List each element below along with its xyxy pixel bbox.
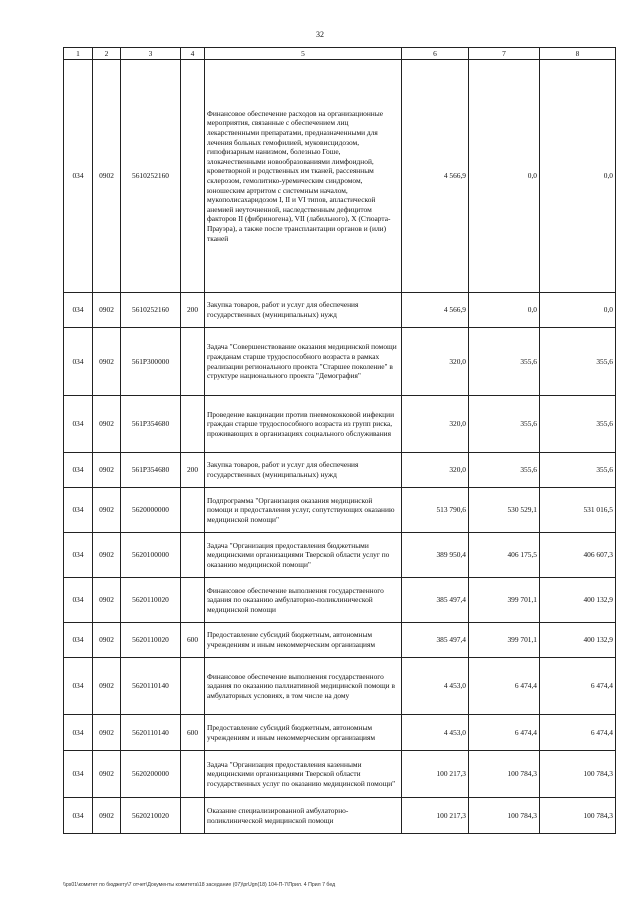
row-description: Оказание специализированной амбулаторно-поликлинической медицинской помощи xyxy=(205,798,402,834)
amount-col-8: 406 607,3 xyxy=(540,533,616,578)
column-header: 6 xyxy=(402,48,469,60)
row-description: Задача "Организация предоставления казенными медицинскими организациями Тверской области государственных услуг по оказанию медицинской помощи" xyxy=(205,751,402,798)
amount-col-7: 355,6 xyxy=(469,328,540,396)
column-header: 3 xyxy=(121,48,181,60)
section-code: 0902 xyxy=(93,578,121,623)
section-code: 0902 xyxy=(93,488,121,533)
expense-type-code xyxy=(181,578,205,623)
amount-col-8: 400 132,9 xyxy=(540,578,616,623)
amount-col-8: 6 474,4 xyxy=(540,715,616,751)
amount-col-6: 320,0 xyxy=(402,396,469,453)
table-row xyxy=(64,623,616,658)
table-row xyxy=(64,533,616,578)
amount-col-7: 399 701,1 xyxy=(469,578,540,623)
amount-col-6: 513 790,6 xyxy=(402,488,469,533)
admin-code: 034 xyxy=(64,715,93,751)
target-article-code: 5620210020 xyxy=(121,798,181,834)
target-article-code: 561P354680 xyxy=(121,396,181,453)
row-description: Финансовое обеспечение расходов на организационные мероприятия, связанные с обеспечением лиц лекарственными препаратами, предназначенными для лечения больных гемофилией, муковисцидозом, гипофизарным нанизмом, болезнью Гоше, злокачественными новообразованиями лимфоидной, кроветворной и родственных им тканей, рассеянным склерозом, гемолитико-уремическим синдромом, юношеским артритом с системным началом, мукополисахаридозом I, II и VI типов, апластической анемией неуточненной, наследственным дефицитом факторов II (фибриногена), VII (лабильного), X (Стюарта-Прауэра), а также после трансплантации органов и (или) тканей xyxy=(205,60,402,293)
row-description: Проведение вакцинации против пневмококковой инфекции граждан старше трудоспособного возраста из групп риска, проживающих в организациях социального обслуживания xyxy=(205,396,402,453)
row-description: Задача "Совершенствование оказания медицинской помощи гражданам старше трудоспособного возраста в рамках реализации регионального проекта "Старшее поколение" в структуре национального проекта "Демография" xyxy=(205,328,402,396)
row-description: Подпрограмма "Организация оказания медицинской помощи и предоставления услуг, сопутствующих оказанию медицинской помощи" xyxy=(205,488,402,533)
section-code: 0902 xyxy=(93,751,121,798)
amount-col-6: 4 453,0 xyxy=(402,715,469,751)
target-article-code: 5620100000 xyxy=(121,533,181,578)
amount-col-7: 355,6 xyxy=(469,453,540,488)
expense-type-code: 200 xyxy=(181,453,205,488)
amount-col-6: 320,0 xyxy=(402,328,469,396)
target-article-code: 5620110020 xyxy=(121,623,181,658)
amount-col-7: 6 474,4 xyxy=(469,715,540,751)
target-article-code: 5620110140 xyxy=(121,658,181,715)
admin-code: 034 xyxy=(64,798,93,834)
table-row xyxy=(64,293,616,328)
expense-type-code xyxy=(181,658,205,715)
amount-col-6: 100 217,3 xyxy=(402,751,469,798)
amount-col-6: 320,0 xyxy=(402,453,469,488)
target-article-code: 561P300000 xyxy=(121,328,181,396)
amount-col-6: 389 950,4 xyxy=(402,533,469,578)
amount-col-8: 400 132,9 xyxy=(540,623,616,658)
table-header-row xyxy=(64,48,616,60)
table-row xyxy=(64,798,616,834)
row-description: Закупка товаров, работ и услуг для обеспечения государственных (муниципальных) нужд xyxy=(205,293,402,328)
target-article-code: 5610252160 xyxy=(121,293,181,328)
section-code: 0902 xyxy=(93,453,121,488)
amount-col-8: 531 016,5 xyxy=(540,488,616,533)
admin-code: 034 xyxy=(64,60,93,293)
row-description: Закупка товаров, работ и услуг для обеспечения государственных (муниципальных) нужд xyxy=(205,453,402,488)
section-code: 0902 xyxy=(93,658,121,715)
amount-col-8: 100 784,3 xyxy=(540,798,616,834)
table-row xyxy=(64,715,616,751)
amount-col-7: 406 175,5 xyxy=(469,533,540,578)
amount-col-6: 4 453,0 xyxy=(402,658,469,715)
column-header: 1 xyxy=(64,48,93,60)
expense-type-code xyxy=(181,60,205,293)
expense-type-code xyxy=(181,533,205,578)
admin-code: 034 xyxy=(64,533,93,578)
amount-col-7: 100 784,3 xyxy=(469,798,540,834)
target-article-code: 5610252160 xyxy=(121,60,181,293)
amount-col-6: 385 497,4 xyxy=(402,578,469,623)
budget-table xyxy=(63,47,616,834)
column-header: 2 xyxy=(93,48,121,60)
section-code: 0902 xyxy=(93,396,121,453)
amount-col-8: 6 474,4 xyxy=(540,658,616,715)
amount-col-7: 6 474,4 xyxy=(469,658,540,715)
target-article-code: 5620110020 xyxy=(121,578,181,623)
row-description: Предоставление субсидий бюджетным, автономным учреждениям и иным некоммерческим организациям xyxy=(205,623,402,658)
table-row xyxy=(64,396,616,453)
amount-col-6: 4 566,9 xyxy=(402,60,469,293)
amount-col-8: 355,6 xyxy=(540,453,616,488)
row-description: Предоставление субсидий бюджетным, автономным учреждениям и иным некоммерческим организациям xyxy=(205,715,402,751)
row-description: Задача "Организация предоставления бюджетными медицинскими организациями Тверской области услуг по оказанию медицинской помощи" xyxy=(205,533,402,578)
amount-col-6: 385 497,4 xyxy=(402,623,469,658)
admin-code: 034 xyxy=(64,488,93,533)
target-article-code: 5620110140 xyxy=(121,715,181,751)
amount-col-7: 399 701,1 xyxy=(469,623,540,658)
expense-type-code xyxy=(181,751,205,798)
row-description: Финансовое обеспечение выполнения государственного задания по оказанию амбулаторно-поликлинической медицинской помощи xyxy=(205,578,402,623)
footer-file-path: \\ps01\комитет по бюджету\7 отчет\Документы комитета\18 заседание (07)\prUgn(18) 104-П-7\Прил. 4 Прил 7 бед xyxy=(63,882,336,888)
amount-col-7: 0,0 xyxy=(469,60,540,293)
expense-type-code xyxy=(181,396,205,453)
column-header: 8 xyxy=(540,48,616,60)
section-code: 0902 xyxy=(93,715,121,751)
table-row xyxy=(64,578,616,623)
admin-code: 034 xyxy=(64,578,93,623)
target-article-code: 5620200000 xyxy=(121,751,181,798)
amount-col-7: 100 784,3 xyxy=(469,751,540,798)
admin-code: 034 xyxy=(64,396,93,453)
expense-type-code xyxy=(181,488,205,533)
admin-code: 034 xyxy=(64,623,93,658)
amount-col-8: 0,0 xyxy=(540,293,616,328)
column-header: 7 xyxy=(469,48,540,60)
section-code: 0902 xyxy=(93,623,121,658)
target-article-code: 5620000000 xyxy=(121,488,181,533)
amount-col-8: 355,6 xyxy=(540,396,616,453)
admin-code: 034 xyxy=(64,658,93,715)
table-row xyxy=(64,658,616,715)
table-row xyxy=(64,488,616,533)
amount-col-8: 355,6 xyxy=(540,328,616,396)
table-row xyxy=(64,60,616,293)
section-code: 0902 xyxy=(93,60,121,293)
page-number: 32 xyxy=(316,30,324,39)
column-header: 4 xyxy=(181,48,205,60)
amount-col-7: 355,6 xyxy=(469,396,540,453)
section-code: 0902 xyxy=(93,798,121,834)
table-row xyxy=(64,328,616,396)
section-code: 0902 xyxy=(93,293,121,328)
admin-code: 034 xyxy=(64,453,93,488)
table-row xyxy=(64,751,616,798)
admin-code: 034 xyxy=(64,293,93,328)
target-article-code: 561P354680 xyxy=(121,453,181,488)
admin-code: 034 xyxy=(64,751,93,798)
admin-code: 034 xyxy=(64,328,93,396)
expense-type-code: 200 xyxy=(181,293,205,328)
amount-col-6: 4 566,9 xyxy=(402,293,469,328)
expense-type-code: 600 xyxy=(181,623,205,658)
section-code: 0902 xyxy=(93,533,121,578)
amount-col-6: 100 217,3 xyxy=(402,798,469,834)
expense-type-code xyxy=(181,328,205,396)
amount-col-8: 0,0 xyxy=(540,60,616,293)
section-code: 0902 xyxy=(93,328,121,396)
column-header: 5 xyxy=(205,48,402,60)
expense-type-code xyxy=(181,798,205,834)
amount-col-8: 100 784,3 xyxy=(540,751,616,798)
expense-type-code: 600 xyxy=(181,715,205,751)
amount-col-7: 530 529,1 xyxy=(469,488,540,533)
table-row xyxy=(64,453,616,488)
amount-col-7: 0,0 xyxy=(469,293,540,328)
row-description: Финансовое обеспечение выполнения государственного задания по оказанию паллиативной медицинской помощи в амбулаторных условиях, в том числе на дому xyxy=(205,658,402,715)
